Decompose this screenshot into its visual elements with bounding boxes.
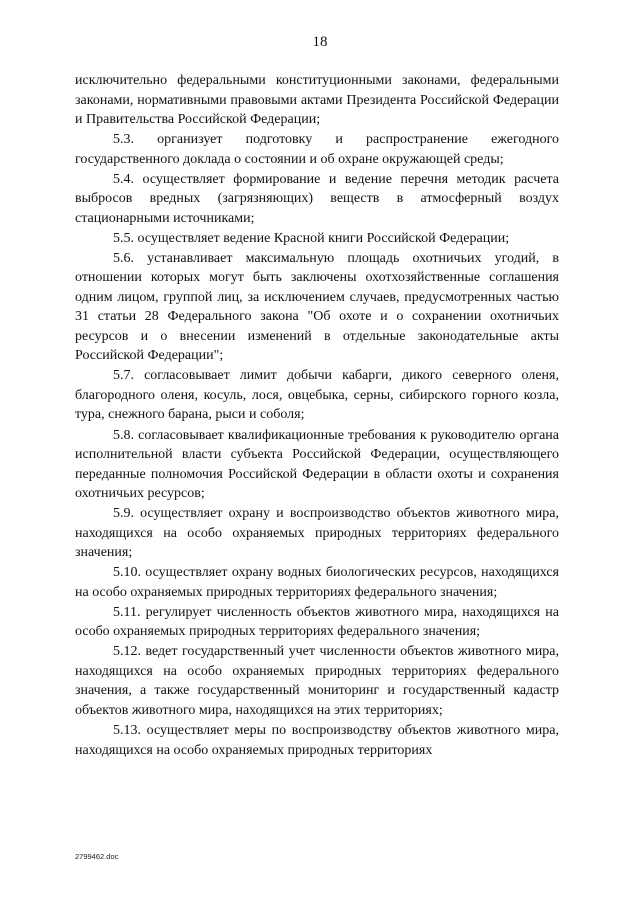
- paragraph-5-12: 5.12. ведет государственный учет численности объектов животного мира, находящихся на особо охраняемых природных территориях федерального значения, а также государственный мониторинг и государственный кадастр объектов животного мира, находящихся на этих территориях;: [75, 644, 559, 718]
- document-body: [75, 71, 559, 760]
- paragraph-5-10: 5.10. осуществляет охрану водных биологических ресурсов, находящихся на особо охраняемых природных территориях федерального значения;: [75, 565, 559, 600]
- document-file-code: 2799462.doc: [75, 852, 119, 861]
- paragraph-5-3: 5.3. организует подготовку и распространение ежегодного государственного доклада о состоянии и об охране окружающей среды;: [75, 132, 559, 167]
- paragraph-5-6: 5.6. устанавливает максимальную площадь охотничьих угодий, в отношении которых могут быть заключены охотхозяйственные соглашения одним лицом, группой лиц, за исключением случаев, предусмотренных частью 31 статьи 28 Федерального закона "Об охоте и о сохранении охотничьих ресурсов и о внесении изменений в отдельные законодательные акты Российской Федерации";: [75, 250, 559, 364]
- paragraph-5-13: 5.13. осуществляет меры по воспроизводству объектов животного мира, находящихся на особо охраняемых природных территориях: [75, 723, 559, 758]
- paragraph-5-8: 5.8. согласовывает квалификационные требования к руководителю органа исполнительной власти субъекта Российской Федерации, осуществляющего переданные полномочия Российской Федерации в области охоты и сохранения охотничьих ресурсов;: [75, 427, 559, 502]
- paragraph-5-4: 5.4. осуществляет формирование и ведение перечня методик расчета выбросов вредных (загрязняющих) веществ в атмосферный воздух стационарными источниками;: [75, 171, 559, 226]
- paragraph-5-9: 5.9. осуществляет охрану и воспроизводство объектов животного мира, находящихся на особо охраняемых природных территориях федерального значения;: [75, 506, 559, 561]
- paragraph-5-5: 5.5. осуществляет ведение Красной книги Российской Федерации;: [113, 230, 510, 246]
- paragraph-continuation: исключительно федеральными конституционными законами, федеральными законами, нормативными правовыми актами Президента Российской Федерации и Правительства Российской Федерации;: [75, 73, 559, 127]
- paragraph-5-7: 5.7. согласовывает лимит добычи кабарги, дикого северного оленя, благородного оленя, косуль, лося, овцебыка, серны, сибирского горного козла, тура, снежного барана, рыси и соболя;: [75, 368, 559, 423]
- page-number: 18: [312, 34, 328, 50]
- paragraph-5-11: 5.11. регулирует численность объектов животного мира, находящихся на особо охраняемых природных территориях федерального значения;: [75, 604, 559, 640]
